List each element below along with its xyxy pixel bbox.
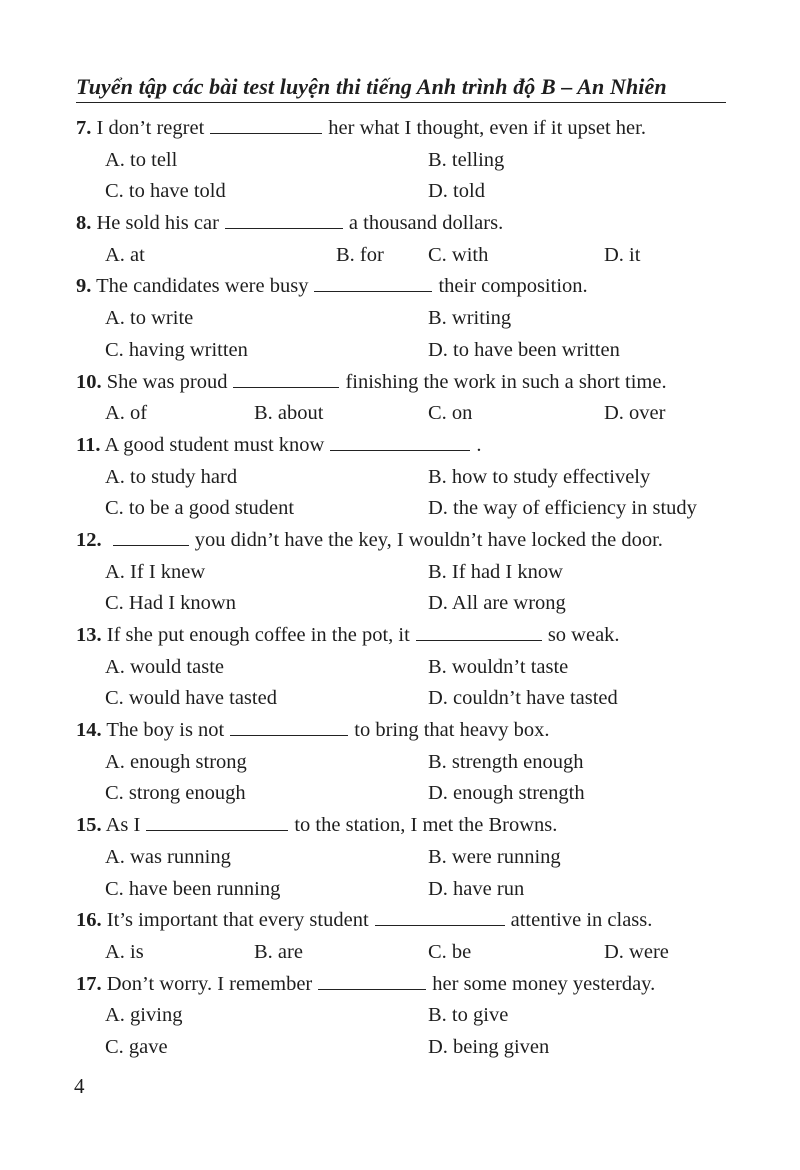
question-number: 10. <box>76 370 102 393</box>
question-7 <box>0 113 800 208</box>
option-row <box>0 557 800 589</box>
question-15 <box>0 810 800 905</box>
running-header: Tuyển tập các bài test luyện thi tiếng Anh trình độ B – An Nhiên <box>76 74 667 99</box>
option-row <box>0 683 800 715</box>
stem-text-after: her what I thought, even if it upset her. <box>328 117 646 139</box>
stem-text-before: The candidates were busy <box>96 275 309 298</box>
question-stem <box>0 620 800 652</box>
option-d: D. being given <box>428 1035 550 1058</box>
option-d: D. couldn’t have tasted <box>428 687 618 710</box>
option-c: C. be <box>428 940 472 963</box>
question-list <box>0 113 800 1064</box>
answer-blank <box>146 815 288 831</box>
option-row <box>0 1000 800 1032</box>
question-12 <box>0 525 800 620</box>
option-d: D. enough strength <box>428 782 585 805</box>
question-number: 16. <box>76 909 102 932</box>
answer-blank <box>375 910 505 926</box>
option-d: D. to have been written <box>428 338 620 361</box>
option-d: D. were <box>604 940 669 963</box>
option-b: B. If had I know <box>428 560 563 583</box>
stem-text-after: a thousand dollars. <box>348 212 504 235</box>
option-c: C. on <box>428 402 473 425</box>
stem-text-before: It’s important that every student <box>106 909 369 932</box>
question-stem <box>0 810 800 842</box>
question-stem <box>0 905 800 937</box>
option-c: C. gave <box>105 1035 168 1058</box>
stem-text-before: A good student must know <box>104 433 325 456</box>
option-b: B. telling <box>428 148 505 171</box>
option-row <box>0 747 800 779</box>
option-row <box>0 145 800 177</box>
option-d: D. have run <box>428 877 525 900</box>
stem-text-before: As I <box>105 814 141 837</box>
question-stem <box>0 430 800 462</box>
header-rule <box>76 102 726 103</box>
option-d: D. All are wrong <box>428 592 566 615</box>
question-stem <box>0 969 800 1001</box>
option-b: B. to give <box>428 1004 509 1027</box>
stem-text-before: I don’t regret <box>96 117 205 139</box>
option-b: B. were running <box>428 845 561 868</box>
option-c: C. to be a good student <box>105 497 295 520</box>
question-stem <box>0 367 800 399</box>
answer-blank <box>230 720 348 736</box>
question-number: 15. <box>76 814 102 837</box>
option-b: B. writing <box>428 307 512 330</box>
question-number: 9. <box>76 275 92 298</box>
option-c: C. to have told <box>105 180 226 203</box>
option-c: C. with <box>428 243 489 266</box>
stem-text-after: you didn’t have the key, I wouldn’t have locked the door. <box>194 528 663 551</box>
answer-blank <box>233 372 339 388</box>
option-row <box>0 240 800 272</box>
option-a: A. is <box>105 940 144 963</box>
option-a: A. to tell <box>105 148 178 171</box>
option-row <box>0 1032 800 1064</box>
question-number: 13. <box>76 624 102 646</box>
option-row <box>0 842 800 874</box>
option-d: D. it <box>604 243 641 266</box>
option-a: A. of <box>105 402 148 425</box>
answer-blank <box>330 435 470 451</box>
option-b: B. how to study effectively <box>428 465 651 488</box>
question-number: 14. <box>76 719 102 742</box>
question-number: 11. <box>76 433 101 456</box>
answer-blank <box>416 625 542 641</box>
option-b: B. for <box>336 243 384 266</box>
option-row <box>0 874 800 906</box>
option-row <box>0 937 800 969</box>
option-row <box>0 176 800 208</box>
page-number: 4 <box>74 1074 85 1098</box>
option-d: D. the way of efficiency in study <box>428 497 697 520</box>
option-a: A. to write <box>105 307 194 330</box>
answer-blank <box>225 213 343 229</box>
option-a: A. If I knew <box>105 560 206 583</box>
question-11 <box>0 430 800 525</box>
stem-text-before: The boy is not <box>106 719 225 742</box>
option-c: C. have been running <box>105 877 281 900</box>
question-number: 12. <box>76 528 102 551</box>
question-14 <box>0 715 800 810</box>
stem-text-after: attentive in class. <box>510 909 653 932</box>
answer-blank <box>318 974 426 990</box>
option-a: A. at <box>105 243 145 266</box>
question-number: 7. <box>76 117 92 139</box>
question-number: 17. <box>76 972 102 995</box>
stem-text-after: their composition. <box>438 275 588 298</box>
stem-text-after: . <box>476 433 482 456</box>
option-d: D. told <box>428 180 485 203</box>
question-stem <box>0 113 800 145</box>
stem-text-after: to bring that heavy box. <box>354 719 550 742</box>
option-a: A. to study hard <box>105 465 238 488</box>
option-row <box>0 335 800 367</box>
question-number: 8. <box>76 212 92 235</box>
answer-blank <box>210 118 322 134</box>
question-8 <box>0 208 800 271</box>
option-a: A. enough strong <box>105 750 247 773</box>
stem-text-after: so weak. <box>547 624 620 646</box>
option-row <box>0 588 800 620</box>
question-stem <box>0 271 800 303</box>
question-stem <box>0 715 800 747</box>
option-row <box>0 398 800 430</box>
option-d: D. over <box>604 402 666 425</box>
option-row <box>0 303 800 335</box>
option-b: B. about <box>254 402 324 425</box>
stem-text-after: finishing the work in such a short time. <box>345 370 667 393</box>
answer-blank <box>314 276 432 292</box>
option-a: A. was running <box>105 845 231 868</box>
option-row <box>0 778 800 810</box>
question-13 <box>0 620 800 715</box>
option-b: B. are <box>254 940 303 963</box>
stem-text-after: to the station, I met the Browns. <box>294 814 558 837</box>
option-b: B. wouldn’t taste <box>428 655 569 678</box>
option-row <box>0 493 800 525</box>
stem-text-after: her some money yesterday. <box>432 972 656 995</box>
option-c: C. Had I known <box>105 592 236 615</box>
question-17 <box>0 969 800 1064</box>
option-c: C. strong enough <box>105 782 246 805</box>
stem-text-before: If she put enough coffee in the pot, it <box>106 624 410 646</box>
stem-text-before: She was proud <box>106 370 228 393</box>
question-10 <box>0 367 800 430</box>
question-stem <box>0 208 800 240</box>
stem-text-before: Don’t worry. I remember <box>106 972 313 995</box>
question-stem <box>0 525 800 557</box>
answer-blank <box>113 530 189 546</box>
option-c: C. having written <box>105 338 248 361</box>
option-b: B. strength enough <box>428 750 584 773</box>
question-9 <box>0 271 800 366</box>
stem-text-before: He sold his car <box>96 212 219 235</box>
option-a: A. would taste <box>105 655 224 678</box>
option-c: C. would have tasted <box>105 687 277 710</box>
option-a: A. giving <box>105 1004 183 1027</box>
option-row <box>0 652 800 684</box>
question-16 <box>0 905 800 968</box>
option-row <box>0 462 800 494</box>
